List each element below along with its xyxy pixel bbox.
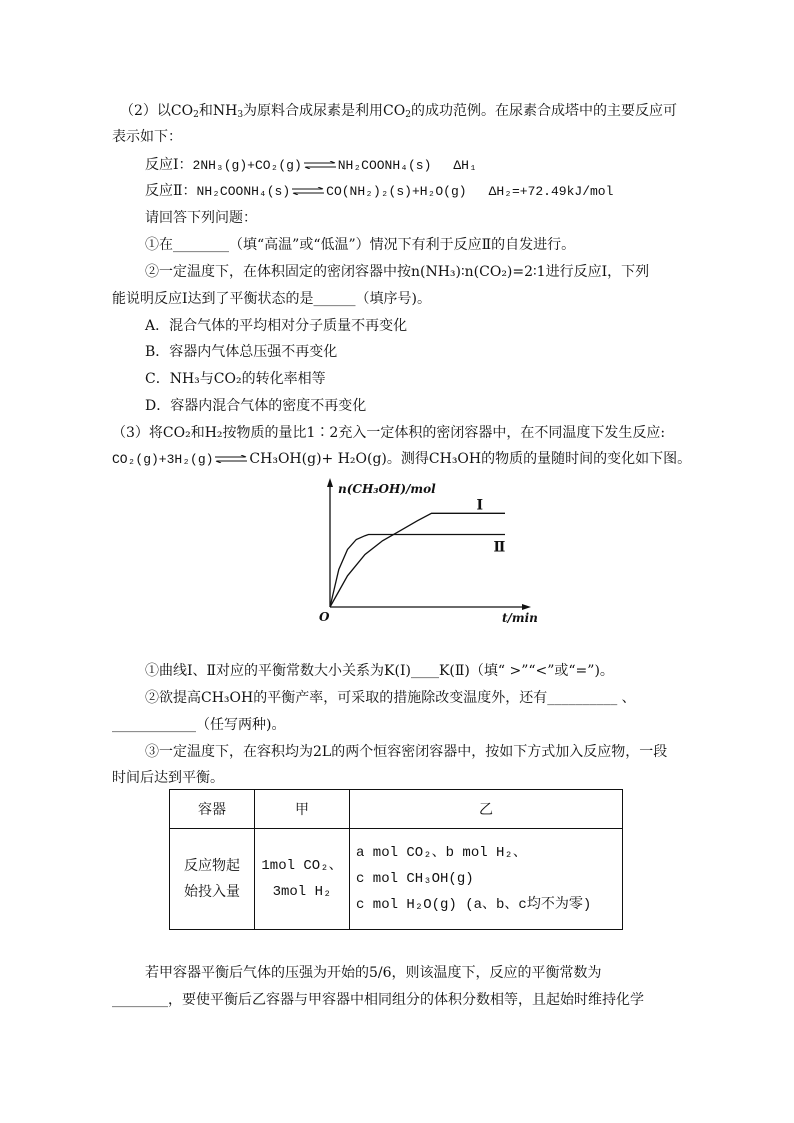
text: 和NH	[198, 103, 238, 119]
series-label-I: Ⅰ	[476, 497, 484, 514]
series-line-I	[330, 513, 505, 607]
reaction-rhs: CO(NH₂)₂(s)+H₂O(g)	[326, 184, 467, 199]
text: c mol CH₃OH(g)	[356, 871, 474, 887]
p2-intro-line1: （2）以$CO_2$和$NH_3$为原料合成尿素是利用$CO_2$的成功范例。在尿素合成塔中的主要反应可	[120, 103, 677, 120]
reaction-dh: ΔH₂=+72.49kJ/mol	[488, 184, 614, 199]
methanol-chart	[310, 472, 550, 624]
reactant-table	[169, 789, 623, 930]
reaction-dh: ΔH₁	[453, 158, 477, 173]
table-cell-jia	[255, 829, 350, 930]
text: 3mol H₂	[272, 884, 332, 900]
series-line-II	[330, 535, 505, 608]
p2-q1: ①在________（填“高温”或“低温”）情况下有利于反应Ⅱ的自发进行。	[145, 237, 576, 253]
equilibrium-arrow-icon	[214, 455, 248, 463]
p3-q1: ①曲线Ⅰ、Ⅱ对应的平衡常数大小关系为K(Ⅰ)____K(Ⅱ)（填“ >”“<”或“=”)。	[145, 663, 614, 679]
p3-equation	[112, 449, 691, 470]
text: 1mol CO₂、	[261, 858, 343, 874]
table-header: 乙	[350, 790, 623, 829]
text: 的成功范例。在尿素合成塔中的主要反应可	[410, 103, 677, 119]
y-axis-arrow-icon	[327, 478, 333, 487]
text: 为原料合成尿素是利用CO	[243, 103, 406, 119]
p3-q2-line2: ____________（任写两种)。	[112, 717, 286, 733]
reaction-label: 反应Ⅰ：	[145, 157, 193, 173]
table-header-row	[170, 790, 623, 829]
ask-line: 请回答下列问题：	[145, 210, 257, 226]
reaction-1	[145, 155, 477, 176]
p3-q3-line1: ③一定温度下，在容积均为2L的两个恒容密闭容器中，按如下方式加入反应物，一段	[145, 744, 668, 760]
y-axis-label: n(CH₃OH)/mol	[338, 482, 436, 496]
option-a: A．混合气体的平均相对分子质量不再变化	[145, 318, 408, 334]
text: （2）以CO	[120, 103, 194, 119]
reaction-label: 反应Ⅱ：	[145, 183, 197, 199]
p2-q2-line1: ②一定温度下，在体积固定的密闭容器中按n(NH₃)∶n(CO₂)=2∶1进行反应Ⅰ，下列	[145, 264, 650, 280]
reaction-lhs: 2NH₃(g)+CO₂(g)	[192, 158, 302, 173]
p3-q3-line2: 时间后达到平衡。	[112, 770, 224, 786]
reaction-2	[145, 181, 613, 202]
option-b: B．容器内气体总压强不再变化	[145, 344, 338, 360]
origin-label: O	[319, 610, 330, 624]
last-line2: ________，要使平衡后乙容器与甲容器中相同组分的体积分数相等，且起始时维持化学	[112, 992, 644, 1008]
reaction-rhs: CH₃OH(g)+ H₂O(g)。测得CH₃OH的物质的量随时间的变化如下图。	[249, 451, 692, 467]
table-cell-yi	[350, 829, 623, 930]
p3-intro-line1: （3）将CO₂和H₂按物质的量比1∶2充入一定体积的密闭容器中，在不同温度下发生反应:	[112, 425, 666, 441]
table-cell-label	[170, 829, 255, 930]
table-header: 甲	[255, 790, 350, 829]
text: a mol CO₂、b mol H₂、	[356, 845, 527, 861]
x-axis-arrow-icon	[522, 604, 531, 610]
last-line1: 若甲容器平衡后气体的压强为开始的5/6，则该温度下，反应的平衡常数为	[145, 965, 602, 981]
option-d: D．容器内混合气体的密度不再变化	[145, 398, 367, 414]
equilibrium-arrow-icon	[303, 161, 337, 169]
reaction-rhs: NH₂COONH₄(s)	[337, 158, 432, 173]
p3-q2-line1: ②欲提高CH₃OH的平衡产率，可采取的措施除改变温度外，还有__________ 、	[145, 690, 636, 706]
text: 始投入量	[184, 884, 240, 900]
option-c: C．NH₃与CO₂的转化率相等	[145, 371, 326, 387]
text: 反应物起	[184, 858, 240, 874]
p2-intro-line2: 表示如下：	[112, 129, 182, 145]
x-axis-label: t/min	[502, 611, 538, 624]
equilibrium-arrow-icon	[291, 187, 325, 195]
series-label-II: Ⅱ	[493, 539, 506, 556]
table-header: 容器	[170, 790, 255, 829]
reaction-lhs: CO₂(g)+3H₂(g)	[112, 452, 214, 467]
text: c mol H₂O(g) (a、b、c均不为零)	[356, 897, 592, 913]
table-row	[170, 829, 623, 930]
p2-q2-line2: 能说明反应Ⅰ达到了平衡状态的是______（填序号)。	[112, 291, 431, 307]
reaction-lhs: NH₂COONH₄(s)	[196, 184, 291, 199]
